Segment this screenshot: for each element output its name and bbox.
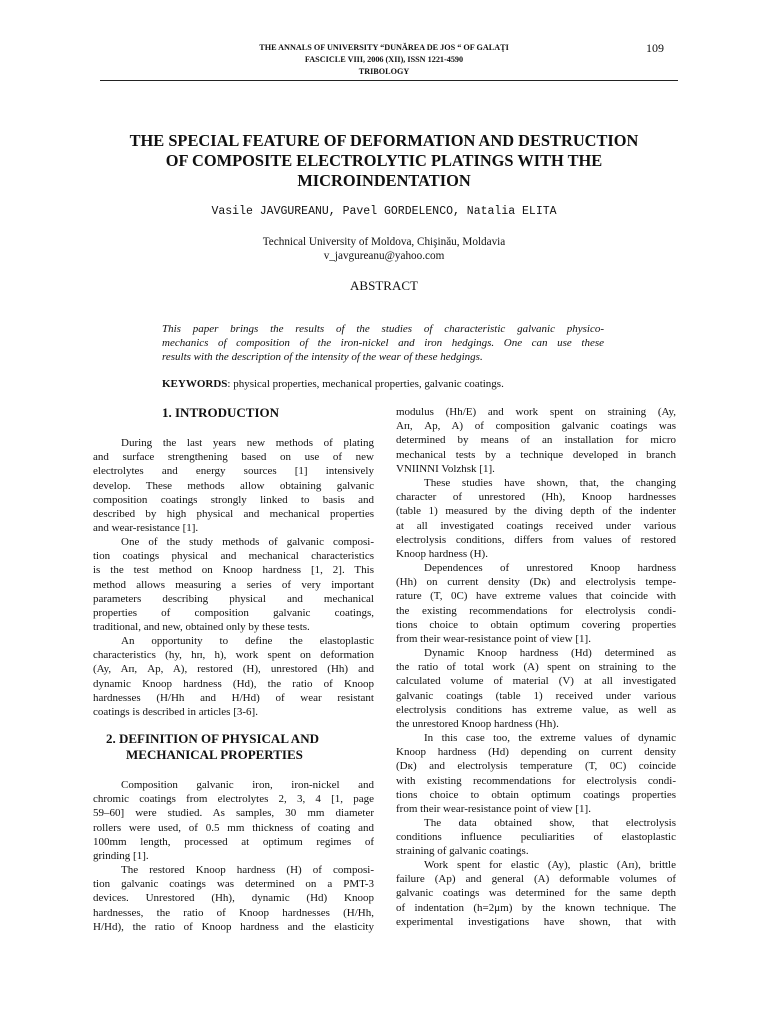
text-line: 59–60] were studied. As samples, 30 mm diameter (93, 807, 374, 820)
title-line: MICROINDENTATION (297, 171, 471, 190)
text-line: The data obtained show, that electrolysis (424, 817, 676, 829)
text-line: (Ay, Aп, Ap, A), restored (H), unrestored (Hh) and (93, 663, 374, 676)
header-fascicle: FASCICLE VIII, 2006 (XII), ISSN 1221-4590 (304, 55, 464, 64)
left-paragraph-2 (93, 535, 374, 634)
institution: Technical University of Moldova, Chişinău, Moldavia (262, 236, 506, 248)
text-line: (Hh) on current density (Dк) and electrolysis tempe- (396, 576, 676, 589)
text-line: experimental investigations have shown, that with (396, 915, 676, 928)
right-paragraph-6 (396, 816, 676, 859)
text-line: During the last years new methods of plating (121, 437, 374, 449)
text-line: An opportunity to define the elastoplastic (121, 635, 374, 647)
text-line: method allows measuring a series of very important (93, 578, 374, 591)
text-line: the ratio of total work (A) spent on straining to the (396, 661, 676, 674)
text-line: Work spent for elastic (Ay), plastic (Aп), brittle (424, 859, 676, 871)
text-line: rollers were used, of 0.5 mm thickness of coating and (93, 821, 374, 834)
left-paragraph-5 (93, 863, 374, 934)
text-line: Composition galvanic iron, iron-nickel and (121, 779, 374, 791)
text-line: In this case too, the extreme values of dynamic (424, 732, 676, 744)
text-line: determined by means of an installation for micro (396, 434, 676, 447)
text-line: mechanical tests by a technique developed in branch (396, 448, 676, 461)
title-line: THE SPECIAL FEATURE OF DEFORMATION AND DESTRUCTION (129, 131, 639, 150)
text-line: the unrestored Knoop hardness (Hh). (396, 718, 559, 731)
text-line: tion galvanic coatings was determined on a PMT-3 (93, 878, 374, 891)
section-heading-definition (106, 731, 319, 763)
text-line: (Dк) and electrolysis temperature (T, 0C) coincide (396, 760, 676, 773)
text-line: characteristics (hy, hп, h), work spent on deformation (93, 649, 374, 662)
text-line: These studies have shown, that, the changing (424, 477, 676, 489)
left-paragraph-3 (93, 634, 374, 719)
text-line: coatings is described in articles [3-6]. (93, 706, 258, 719)
right-paragraph-3 (396, 561, 676, 646)
text-line: One of the study methods of galvanic composi- (121, 536, 374, 548)
title-line: OF COMPOSITE ELECTROLYTIC PLATINGS WITH THE (165, 151, 603, 170)
page-number: 109 (646, 41, 664, 55)
text-line: electrolytes and energy sources [1] intensively (93, 465, 374, 478)
text-line: devices. Unrestored (Hh), dynamic (Hd) Knoop (93, 892, 374, 905)
text-line: and surface strengthening based on use of new (93, 451, 374, 464)
text-line: modulus (Hh/E) and work spent on straining (Ay, (396, 406, 676, 418)
paper-title (90, 131, 678, 191)
affiliation (90, 235, 678, 263)
text-line: the existing recommendations for electrolysis condi- (396, 604, 676, 617)
abstract-text (162, 322, 604, 365)
text-line: Knoop hardness (Hd) depending on current density (396, 746, 676, 759)
abstract-line: mechanics of composition of the iron-nickel and iron hedgings. One can use these (162, 337, 604, 350)
abstract-line: results with the description of the intensity of the wear of these hedgings. (162, 351, 483, 364)
abstract-line: This paper brings the results of the studies of characteristic galvanic physico- (162, 323, 604, 335)
text-line: failure (Ap) and general (A) deformable volumes of (396, 873, 676, 886)
left-paragraph-4 (93, 778, 374, 863)
running-header (180, 42, 588, 78)
authors: Vasile JAVGUREANU, Pavel GORDELENCO, Natalia ELITA (211, 205, 557, 218)
text-line: (table 1) measured by the diving depth of the indenter (396, 505, 676, 518)
text-line: Dependences of unrestored Knoop hardness (424, 562, 676, 574)
right-paragraph-5 (396, 731, 676, 816)
header-section: TRIBOLOGY (358, 67, 410, 76)
heading-line: 2. DEFINITION OF PHYSICAL AND (106, 731, 319, 746)
text-line: Knoop hardness (H). (396, 548, 488, 561)
text-line: conditions influence peculiarities of elastoplastic (396, 831, 676, 844)
text-line: tions choice to obtain optimum coatings properties (396, 788, 676, 801)
text-line: and wear-resistance [1]. (93, 522, 199, 535)
keywords (162, 378, 602, 390)
text-line: straining of galvanic coatings. (396, 845, 529, 858)
text-line: electrolysis conditions, differs from values of restored (396, 533, 676, 546)
text-line: grinding [1]. (93, 850, 149, 863)
text-line: traditional, and new, obtained only by these tests. (93, 621, 310, 634)
header-divider (100, 80, 678, 81)
text-line: properties of composition galvanic coatings, (93, 607, 374, 620)
text-line: described by high physical and mechanical properties (93, 508, 374, 521)
text-line: H/Hd), the ratio of Knoop hardness and the elasticity (93, 920, 374, 933)
keywords-label: KEYWORDS (162, 378, 228, 390)
text-line: character of unrestored (Hh), Knoop hardnesses (396, 491, 676, 504)
text-line: chromic coatings from electrolytes 2, 3, 4 [1, page (93, 793, 374, 806)
text-line: with existing recommendations for electrolysis condi- (396, 774, 676, 787)
text-line: galvanic coatings was determined for the same depth (396, 887, 676, 900)
text-line: hardnesses, the ratio of Knoop hardnesses (H/Hh, (93, 906, 374, 919)
section-heading-introduction: 1. INTRODUCTION (162, 405, 280, 420)
abstract-heading: ABSTRACT (350, 278, 418, 293)
text-line: at all investigated coatings received under various (396, 519, 676, 532)
text-line: electrolysis conditions has extreme value, as well as (396, 703, 676, 716)
left-paragraph-1 (93, 436, 374, 535)
right-paragraph-1 (396, 405, 676, 476)
text-line: from their wear-resistance point of view [1]. (396, 803, 591, 816)
right-paragraph-2 (396, 476, 676, 561)
text-line: The restored Knoop hardness (H) of composi- (121, 864, 374, 876)
text-line: tions choice to obtain optimum covering properties (396, 618, 676, 631)
text-line: calculated volume of material (V) at all investigated (396, 675, 676, 688)
text-line: from their wear-resistance point of view [1]. (396, 633, 591, 646)
email: v_javgureanu@yahoo.com (323, 250, 445, 262)
text-line: composition coatings strongly linked to basis and (93, 493, 374, 506)
text-line: tion coatings physical and mechanical characteristics (93, 550, 374, 563)
text-line: is the test method on Knoop hardness [1, 2]. This (93, 564, 374, 577)
right-paragraph-7 (396, 858, 676, 929)
text-line: dynamic Knoop hardness (Hd), the ratio of Knoop (93, 677, 374, 690)
text-line: parameters describing physical and mechanical (93, 592, 374, 605)
text-line: VNIINNI Volzhsk [1]. (396, 462, 495, 475)
heading-line: MECHANICAL PROPERTIES (126, 747, 303, 762)
text-line: Aп, Ap, A) of composition galvanic coatings was (396, 420, 676, 433)
text-line: Dynamic Knoop hardness (Hd) determined as (424, 647, 676, 659)
text-line: galvanic coatings (table 1) received under various (396, 689, 676, 702)
text-line: rature (T, 0C) have extreme values that coincide with (396, 590, 676, 603)
text-line: of indentation (h=2μm) by the known technique. The (396, 901, 676, 914)
header-journal: THE ANNALS OF UNIVERSITY “DUNĂREA DE JOS “ OF GALAŢI (259, 43, 509, 52)
keywords-text: : physical properties, mechanical properties, galvanic coatings. (227, 378, 504, 390)
right-paragraph-4 (396, 646, 676, 731)
text-line: develop. These methods allow obtaining galvanic (93, 479, 374, 492)
text-line: hardnesses (H/Hh and H/Hd) of wear resistant (93, 691, 374, 704)
text-line: 100mm length, processed at optimum regimes of (93, 835, 374, 848)
